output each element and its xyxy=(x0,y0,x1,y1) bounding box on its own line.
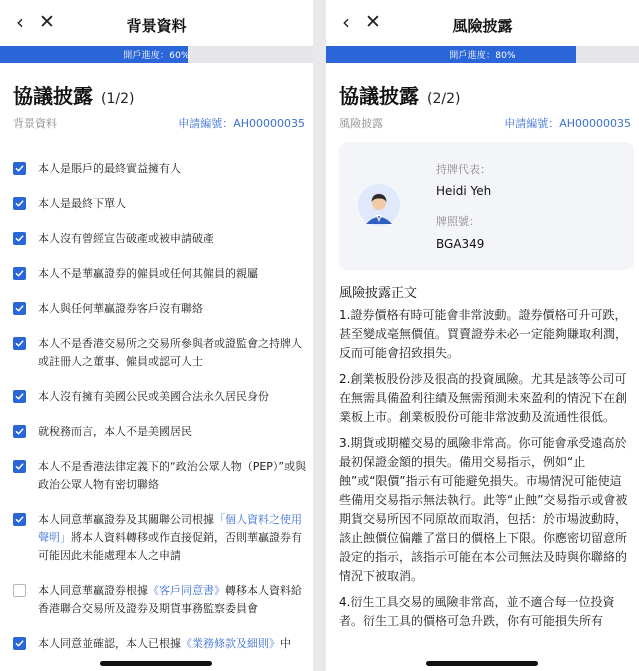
checklist-item-label xyxy=(38,388,269,406)
back-icon[interactable]: ‹ xyxy=(16,10,24,34)
checklist-item[interactable] xyxy=(13,230,307,248)
close-icon[interactable]: ✕ xyxy=(39,11,55,33)
checklist-item-label xyxy=(38,160,181,178)
checkbox-unchecked[interactable] xyxy=(13,584,26,597)
checklist-item-label xyxy=(38,511,307,565)
progress-bar xyxy=(0,46,313,63)
risk-disclosure-body xyxy=(339,306,631,638)
label-text: 轉移本人資料給香港聯合交易所及證券及期貨事務監察委員會 xyxy=(38,584,302,615)
checklist-item-label xyxy=(38,195,126,213)
document-link[interactable]: 《客戶同意書》 xyxy=(148,584,225,597)
checklist-item-label xyxy=(38,635,291,653)
agreement-checklist xyxy=(13,160,307,670)
risk-paragraph: 1.證券價格有時可能會非常波動。證券價格可升可跌，甚至變成毫無價值。買賣證券未必一定能夠賺取利潤，反而可能會招致損失。 xyxy=(339,308,628,360)
checkbox-checked[interactable] xyxy=(13,302,26,315)
document-link[interactable]: 「個人資料之使用聲明」 xyxy=(38,513,302,544)
checkbox-checked[interactable] xyxy=(13,460,26,473)
risk-paragraph: 3.期貨或期權交易的風險非常高。你可能會承受遠高於最初保證金額的損失。備用交易指示，例如“止蝕”或“限價”指示有可能避免損失。市場情況可能使這些備用交易指示無法執行。此等“止蝕”交易指示或會被期貨交易所因不同原故而取消，包括：於市場波動時，該止蝕價位偏離了當日的價格上下限。你應密切留意所設定的指示，該指示可能在本公司無法及時與你聯絡的情況下被取消。 xyxy=(339,436,628,583)
checkbox-checked[interactable] xyxy=(13,267,26,280)
heading-title: 協議披露 xyxy=(339,84,419,108)
checklist-item[interactable] xyxy=(13,458,307,494)
checklist-item-label xyxy=(38,335,307,371)
checklist-item-label xyxy=(38,458,307,494)
page-title: 風險披露 xyxy=(452,17,513,35)
person-avatar-icon xyxy=(358,184,400,226)
checklist-item-label xyxy=(38,423,192,441)
label-text: 本人同意華贏證券根據 xyxy=(38,584,148,597)
risk-paragraph: 4.衍生工具交易的風險非常高，並不適合每一位投資者。衍生工具的價格可急升跌，你有可能損失所有 xyxy=(339,595,615,628)
rep-label: 持牌代表： xyxy=(436,163,491,176)
label-text: 本人不是香港交易所之交易所參與者或證監會之持牌人或註冊人之董事、僱員或認可人士 xyxy=(38,337,302,368)
section-label: 背景資料 xyxy=(13,117,57,130)
label-text: 中 xyxy=(280,637,291,650)
label-text: 本人同意華贏證券及其關聯公司根據 xyxy=(38,513,214,526)
back-icon[interactable]: ‹ xyxy=(342,10,350,34)
checkbox-checked[interactable] xyxy=(13,390,26,403)
checklist-item[interactable] xyxy=(13,423,307,441)
checklist-item[interactable] xyxy=(13,335,307,371)
label-text: 本人不是香港法律定義下的“政治公眾人物（PEP）”或與政治公眾人物有密切聯絡 xyxy=(38,460,307,491)
label-text: 將本人資料轉移或作直接促銷，否則華贏證券有可能因此未能處理本人之申請 xyxy=(38,531,302,562)
page-title: 背景資料 xyxy=(126,17,187,35)
label-text: 本人不是華贏證券的僱員或任何其僱員的親屬 xyxy=(38,267,258,280)
risk-disclosure-screen xyxy=(326,0,639,671)
checklist-item[interactable] xyxy=(13,195,307,213)
checkbox-checked[interactable] xyxy=(13,337,26,350)
checklist-item[interactable] xyxy=(13,265,307,283)
checklist-item[interactable] xyxy=(13,160,307,178)
label-text: 本人是賬戶的最終實益擁有人 xyxy=(38,162,181,175)
label-text: 本人同意並確認，本人已根據 xyxy=(38,637,181,650)
nav-bar xyxy=(326,0,639,46)
document-link[interactable]: 《業務條款及細則》 xyxy=(181,637,280,650)
progress-text: 開戶進度：80% xyxy=(449,51,516,61)
checkbox-checked[interactable] xyxy=(13,513,26,526)
checklist-item[interactable] xyxy=(13,388,307,406)
checklist-item-label xyxy=(38,300,203,318)
checkbox-checked[interactable] xyxy=(13,637,26,650)
nav-bar xyxy=(0,0,313,46)
rep-name: Heidi Yeh xyxy=(436,184,492,198)
section-label: 風險披露 xyxy=(339,117,383,130)
label-text: 本人沒有曾經宣告破產或被申請破產 xyxy=(38,232,214,245)
checklist-item[interactable] xyxy=(13,635,307,653)
label-text: 本人與任何華贏證券客戶沒有聯絡 xyxy=(38,302,203,315)
home-indicator xyxy=(100,661,212,666)
checklist-item[interactable] xyxy=(13,582,307,618)
progress-text: 開戶進度：60% xyxy=(123,51,190,61)
license-label: 牌照號： xyxy=(436,215,480,228)
section-heading xyxy=(339,80,460,109)
heading-title: 協議披露 xyxy=(13,84,93,108)
section-heading xyxy=(13,80,134,109)
heading-page: (2/2) xyxy=(427,91,461,107)
risk-paragraph: 2.創業板股份涉及很高的投資風險。尤其是該等公司可在無需具備盈利往績及無需預測未來盈利的情況下在創業板上市。創業板股份可能非常波動及流通性很低。 xyxy=(339,372,628,424)
checklist-item[interactable] xyxy=(13,300,307,318)
representative-card xyxy=(339,142,634,270)
checkbox-checked[interactable] xyxy=(13,197,26,210)
application-number: 申請編號：AH00000035 xyxy=(178,117,305,130)
checkbox-checked[interactable] xyxy=(13,232,26,245)
checklist-item-label xyxy=(38,582,307,618)
checklist-item-label xyxy=(38,230,214,248)
label-text: 本人是最終下單人 xyxy=(38,197,126,210)
license-number: BGA349 xyxy=(436,237,485,251)
checklist-item-label xyxy=(38,265,258,283)
label-text: 就稅務而言，本人不是美國居民 xyxy=(38,425,192,438)
checkbox-checked[interactable] xyxy=(13,425,26,438)
close-icon[interactable]: ✕ xyxy=(365,11,381,33)
label-text: 本人沒有擁有美國公民或美國合法永久居民身份 xyxy=(38,390,269,403)
checkbox-checked[interactable] xyxy=(13,162,26,175)
progress-bar xyxy=(326,46,639,63)
heading-page: (1/2) xyxy=(101,91,135,107)
application-number: 申請編號：AH00000035 xyxy=(504,117,631,130)
home-indicator xyxy=(426,661,538,666)
checklist-item[interactable] xyxy=(13,511,307,565)
risk-disclosure-title: 風險披露正文 xyxy=(339,286,418,301)
background-info-screen xyxy=(0,0,313,671)
